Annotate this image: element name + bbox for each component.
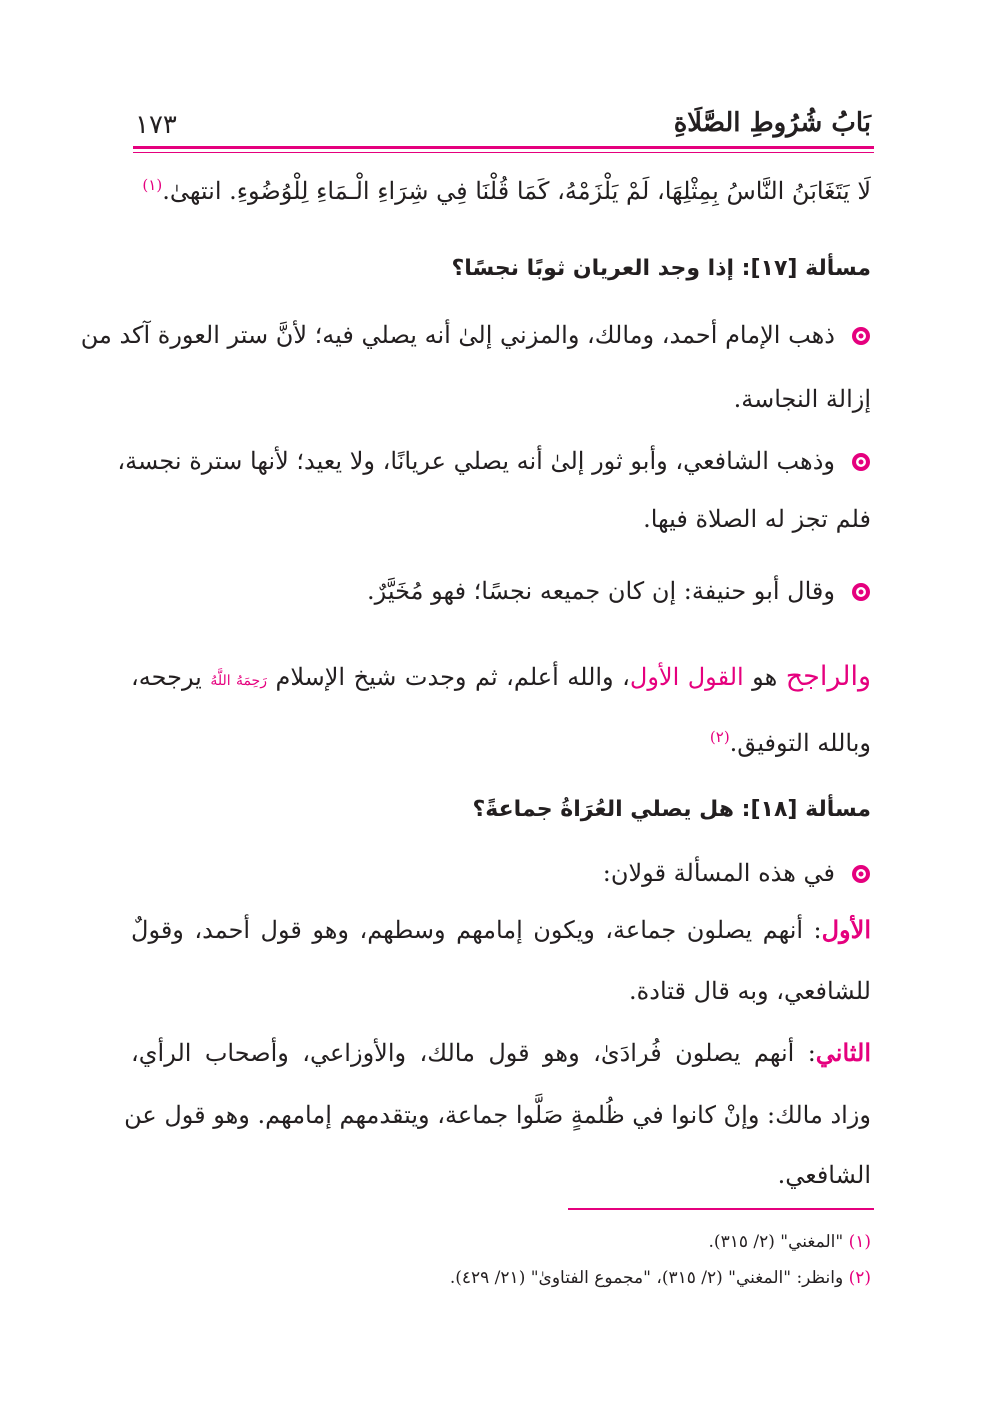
preferred-label: والراجح [785, 661, 872, 692]
footnote-2 [450, 1266, 871, 1290]
quote-continuation: لَا يَتَغَابَنُ النَّاسُ بِمِثْلِهَا، لَمْ يَلْزَمْهُ، كَمَا قُلْنَا فِي شِرَاءِ الْـمَاءِ لِلْوُضُوءِ. انتهىٰ.$^{(١)}$ [142, 176, 871, 205]
paragraph-1-line-1: ذهب الإمام أحمد، ومالك، والمزني إلىٰ أنه يصلي فيه؛ لأنَّ ستر العورة آكد من [131, 320, 871, 350]
second-opinion-line-3: الشافعي. [777, 1161, 871, 1189]
flower-bullet-icon [851, 582, 871, 602]
footnote-1-number: (١) [848, 1232, 871, 1252]
flower-bullet-icon [851, 452, 871, 472]
preferred-opinion-line-2: وبالله التوفيق.$^{(٢)}$ [709, 728, 871, 757]
preferred-opinion-line-1: والراجح هو القول الأول، والله أعلم، ثم وجدت شيخ الإسلام رَحِمَهُ اللَّهُ يرجحه، [131, 661, 872, 692]
honorific-ligature: رَحِمَهُ اللَّهُ [210, 673, 267, 689]
second-opinion-label: الثاني [815, 1038, 871, 1067]
footnote-1-text: "المغني" (٢/ ٣١٥). [708, 1232, 844, 1252]
paragraph-3-line-1: وقال أبو حنيفة: إن كان جميعه نجسًا؛ فهو مُخَيَّرٌ. [131, 576, 871, 606]
page-number: ١٧٣ [135, 110, 177, 140]
footnote-ref-1[interactable]: (١) [142, 176, 163, 194]
second-opinion-line-1: الثاني: أنهم يصلون فُرادَىٰ، وهو قول مالك، والأوزاعي، وأصحاب الرأي، [131, 1038, 871, 1067]
first-opinion-label: الأول [821, 915, 871, 944]
question-17-heading: مسألة [١٧]: إذا وجد العريان ثوبًا نجسًا؟ [451, 256, 871, 281]
first-opinion-line-2: للشافعي، وبه قال قتادة. [629, 977, 871, 1005]
footnote-ref-2[interactable]: (٢) [709, 728, 730, 746]
paragraph-4-line-1: في هذه المسألة قولان: [131, 858, 871, 888]
preferred-highlight: القول الأول [629, 663, 744, 691]
paragraph-1-line-2: إزالة النجاسة. [733, 385, 871, 413]
second-opinion-line-2: وزاد مالك: وإنْ كانوا في ظُلمةٍ صَلَّوا جماعة، ويتقدمهم إمامهم. وهو قول عن [124, 1101, 871, 1129]
paragraph-2-line-1: وذهب الشافعي، وأبو ثور إلىٰ أنه يصلي عريانًا، ولا يعيد؛ لأنها سترة نجسة، [131, 446, 871, 476]
first-opinion-line-1: الأول: أنهم يصلون جماعة، ويكون إمامهم وسطهم، وهو قول أحمد، وقولٌ [131, 915, 871, 944]
footnote-separator [568, 1208, 874, 1210]
footnote-2-text: وانظر: "المغني" (٢/ ٣١٥)، "مجموع الفتاوىٰ" (٢١/ ٤٢٩). [449, 1268, 844, 1288]
flower-bullet-icon [851, 864, 871, 884]
paragraph-2-line-2: فلم تجز له الصلاة فيها. [643, 505, 871, 533]
header-rule-thick [133, 146, 874, 149]
question-18-heading: مسألة [١٨]: هل يصلي العُرَاةُ جماعةً؟ [472, 797, 871, 822]
footnote-1 [709, 1230, 871, 1254]
header-rule-thin [133, 152, 874, 153]
chapter-title: بَابُ شُرُوطِ الصَّلَاةِ [673, 108, 871, 138]
footnote-2-number: (٢) [848, 1268, 871, 1288]
flower-bullet-icon [851, 326, 871, 346]
